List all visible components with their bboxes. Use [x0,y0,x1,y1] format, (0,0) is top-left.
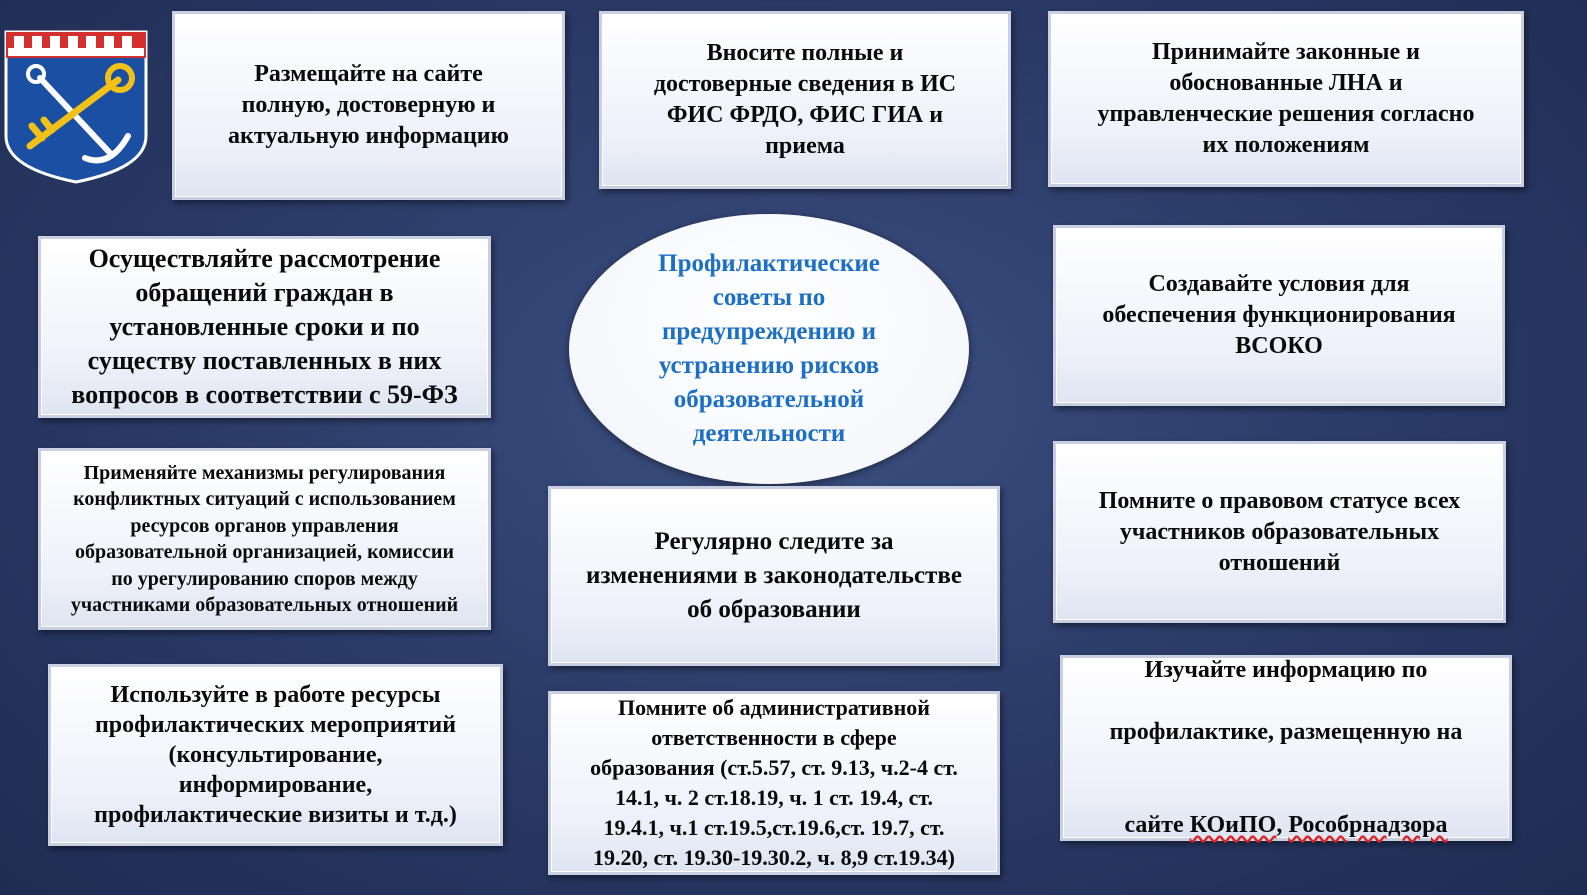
card-study-information-prefix: сайте [1124,812,1190,838]
card-study-information [1060,655,1512,841]
card-conflict-regulation-text: Применяйте механизмы регулирования конфликтных ситуаций с использованием ресурсов органов управления образовательной организацией, комиссии по урегулированию споров между участниками образовательных отношений [70,461,459,616]
rosobrnadzor-link[interactable]: Рособрнадзора [1288,812,1448,838]
card-study-information-line2: профилактике, размещенную на [1109,719,1463,745]
card-administrative-liability-text: Помните об административной ответственности в сфере образования (ст.5.57, ст. 9.13, ч.2-4 ст. 14.1, ч. 2 ст.18.19, ч. 1 ст. 19.4, ст. 19.4.1, ч.1 ст.19.5,ст.19.6,ст. 19.7, ст. 19.20, ст. 19.30-19.30.2, ч. 8,9 ст.19.34) [590,695,958,870]
card-vsoko-text: Создавайте условия для обеспечения функционирования ВСОКО [1102,271,1456,359]
card-legislation-changes [548,486,1000,666]
card-legal-status-text: Помните о правовом статусе всех участников образовательных отношений [1098,487,1461,576]
card-citizen-appeals-text: Осуществляйте рассмотрение обращений граждан в установленные сроки и по существу поставленных в них вопросов в соответствии с 59-ФЗ [71,244,458,409]
coat-of-arms-icon [0,18,150,186]
card-legal-status [1053,441,1506,623]
card-administrative-liability [548,691,1000,875]
card-information-systems-text: Вносите полные и достоверные сведения в ИС ФИС ФРДО, ФИС ГИА и приема [653,40,957,159]
card-prevention-resources [48,664,503,846]
card-information-systems [599,11,1011,189]
card-website-info-text: Размещайте на сайте полную, достоверную и актуальную информацию [228,61,509,149]
card-citizen-appeals [38,236,491,418]
card-study-information-line3 [1110,779,1463,841]
center-ellipse [569,214,969,484]
card-local-acts [1048,11,1524,187]
card-prevention-resources-text: Используйте в работе ресурсы профилактических мероприятий (консультирование, информирование, профилактические визиты и т.д.) [94,682,457,828]
card-legislation-changes-text: Регулярно следите за изменениями в законодательстве об образовании [586,528,962,623]
card-study-information-separator: , [1276,812,1289,838]
center-title: Профилактические советы по предупреждению и устранению рисков образовательной деятельности [658,250,880,447]
card-study-information-line1: Изучайте информацию по [1144,657,1428,683]
card-local-acts-text: Принимайте законные и обоснованные ЛНА и управленческие решения согласно их положениям [1097,39,1475,158]
koipo-link[interactable]: КОиПО [1189,812,1277,838]
card-website-info [172,11,565,200]
card-vsoko [1053,225,1505,406]
card-conflict-regulation [38,448,491,630]
card-study-information-text [1110,624,1463,872]
